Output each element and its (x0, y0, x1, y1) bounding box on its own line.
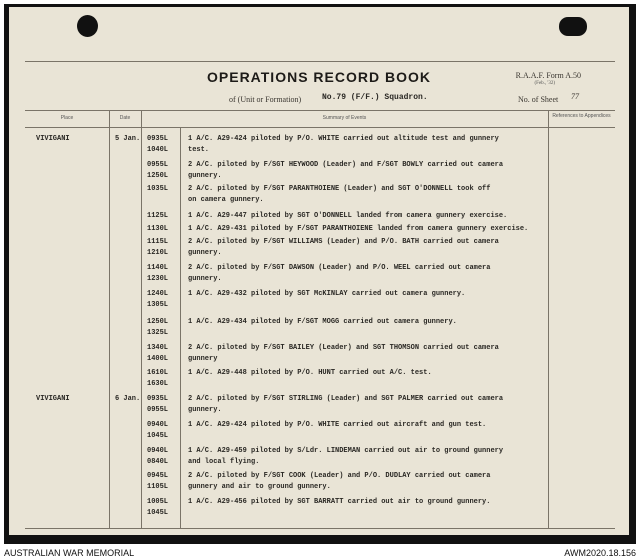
entry-row (9, 262, 629, 288)
sheet-number-value: 77 (571, 92, 579, 101)
entry-row (9, 288, 629, 314)
footer-accession-number: AWM2020.18.156 (564, 548, 636, 558)
entry-summary-line: 2 A/C. piloted by F/SGT STIRLING (Leader) and SGT PALMER carried out camera (188, 395, 504, 403)
entry-row (9, 367, 629, 393)
entry-date: 6 Jan. (115, 395, 141, 403)
entry-time-start: 1130L (147, 225, 169, 233)
entry-row (9, 393, 629, 419)
entry-summary-line: 2 A/C. piloted by F/SGT BAILEY (Leader) and SGT THOMSON carried out camera (188, 344, 499, 352)
unit-value: No.79 (F/F.) Squadron. (322, 93, 428, 102)
entry-time-start: 0935L (147, 395, 169, 403)
form-sub: (Feb., '32) (534, 81, 555, 86)
entry-time-start: 1610L (147, 369, 169, 377)
entry-time-end: 1045L (147, 432, 169, 440)
entry-time-start: 0955L (147, 161, 169, 169)
entries-list (9, 7, 629, 535)
entry-row (9, 159, 629, 185)
entry-time-end: 1630L (147, 380, 169, 388)
sheet-number-label: No. of Sheet (518, 95, 559, 104)
entry-summary-line: 2 A/C. piloted by F/SGT HEYWOOD (Leader) and F/SGT BOWLY carried out camera (188, 161, 504, 169)
entry-summary-line: 2 A/C. piloted by F/SGT WILLIAMS (Leader) and P/O. BATH carried out camera (188, 238, 499, 246)
entry-time-end: 1325L (147, 329, 169, 337)
entry-row (9, 183, 629, 209)
unit-label: of (Unit or Formation) (229, 95, 302, 104)
entry-row (9, 496, 629, 522)
entry-time-end: 1230L (147, 275, 169, 283)
entry-time-end: 0840L (147, 458, 169, 466)
entry-summary-line: 2 A/C. piloted by F/SGT COOK (Leader) and P/O. DUDLAY carried out camera (188, 472, 491, 480)
entry-summary-line: gunnery. (188, 406, 222, 414)
entry-time-start: 0940L (147, 421, 169, 429)
entry-time-end: 1040L (147, 146, 169, 154)
column-header-place: Place (60, 115, 74, 121)
entry-summary-line: 1 A/C. A29-424 piloted by P/O. WHITE carried out altitude test and gunnery (188, 135, 499, 143)
form-id: R.A.A.F. Form A.50 (515, 71, 581, 80)
entry-row (9, 316, 629, 342)
entry-row (9, 342, 629, 368)
entry-time-start: 1035L (147, 185, 169, 193)
entry-summary-line: 2 A/C. piloted by F/SGT PARANTHOIENE (Leader) and SGT O'DONNELL took off (188, 185, 491, 193)
entry-summary-line: test. (188, 146, 210, 154)
column-header-references: References to Appendices (552, 113, 611, 119)
entry-row (9, 419, 629, 445)
entry-summary-line: and local flying. (188, 458, 260, 466)
entry-summary-line: 1 A/C. A29-447 piloted by SGT O'DONNELL landed from camera gunnery exercise. (188, 212, 508, 220)
entry-summary-line: gunnery (188, 355, 218, 363)
entry-time-start: 1005L (147, 498, 169, 506)
entry-summary-line: on camera gunnery. (188, 196, 264, 204)
entry-time-start: 0935L (147, 135, 169, 143)
entry-summary-line: gunnery. (188, 172, 222, 180)
entry-time-start: 0945L (147, 472, 169, 480)
entry-place: VIVIGANI (36, 395, 70, 403)
entry-row (9, 445, 629, 471)
entry-summary-line: 1 A/C. A29-459 piloted by S/Ldr. LINDEMAN carried out air to ground gunnery (188, 447, 504, 455)
entry-date: 5 Jan. (115, 135, 141, 143)
entry-place: VIVIGANI (36, 135, 70, 143)
document-title: OPERATIONS RECORD BOOK (207, 69, 431, 85)
entry-time-end: 1105L (147, 483, 169, 491)
entry-summary-line: 1 A/C. A29-434 piloted by F/SGT MOGG carried out camera gunnery. (188, 318, 457, 326)
entry-time-start: 1140L (147, 264, 169, 272)
entry-summary-line: 1 A/C. A29-424 piloted by P/O. WHITE carried out aircraft and gun test. (188, 421, 487, 429)
entry-summary-line: 1 A/C. A29-431 piloted by F/SGT PARANTHOIENE landed from camera gunnery exercise. (188, 225, 529, 233)
column-header-summary: Summary of Events (322, 115, 367, 121)
column-header-date: Date (119, 115, 131, 121)
entry-time-end: 1250L (147, 172, 169, 180)
entry-summary-line: gunnery. (188, 249, 222, 257)
entry-summary-line: 1 A/C. A29-432 piloted by SGT McKINLAY carried out camera gunnery. (188, 290, 466, 298)
entry-summary-line: gunnery and air to ground gunnery. (188, 483, 331, 491)
entry-summary-line: 1 A/C. A29-456 piloted by SGT BARRATT carried out air to ground gunnery. (188, 498, 491, 506)
entry-time-start: 1125L (147, 212, 169, 220)
entry-summary-line: 2 A/C. piloted by F/SGT DAWSON (Leader) and P/O. WEEL carried out camera (188, 264, 491, 272)
entry-row (9, 470, 629, 496)
entry-time-end: 1400L (147, 355, 169, 363)
entry-time-end: 0955L (147, 406, 169, 414)
entry-time-start: 1250L (147, 318, 169, 326)
entry-time-end: 1045L (147, 509, 169, 517)
entry-row (9, 236, 629, 262)
entry-time-end: 1305L (147, 301, 169, 309)
record-sheet (9, 7, 629, 535)
entry-time-start: 1340L (147, 344, 169, 352)
entry-summary-line: 1 A/C. A29-448 piloted by P/O. HUNT carried out A/C. test. (188, 369, 432, 377)
entry-time-end: 1210L (147, 249, 169, 257)
entry-row (9, 133, 629, 159)
entry-time-start: 1115L (147, 238, 169, 246)
entry-time-start: 0940L (147, 447, 169, 455)
entry-time-start: 1240L (147, 290, 169, 298)
entry-summary-line: gunnery. (188, 275, 222, 283)
footer-credit: AUSTRALIAN WAR MEMORIAL (4, 548, 135, 558)
